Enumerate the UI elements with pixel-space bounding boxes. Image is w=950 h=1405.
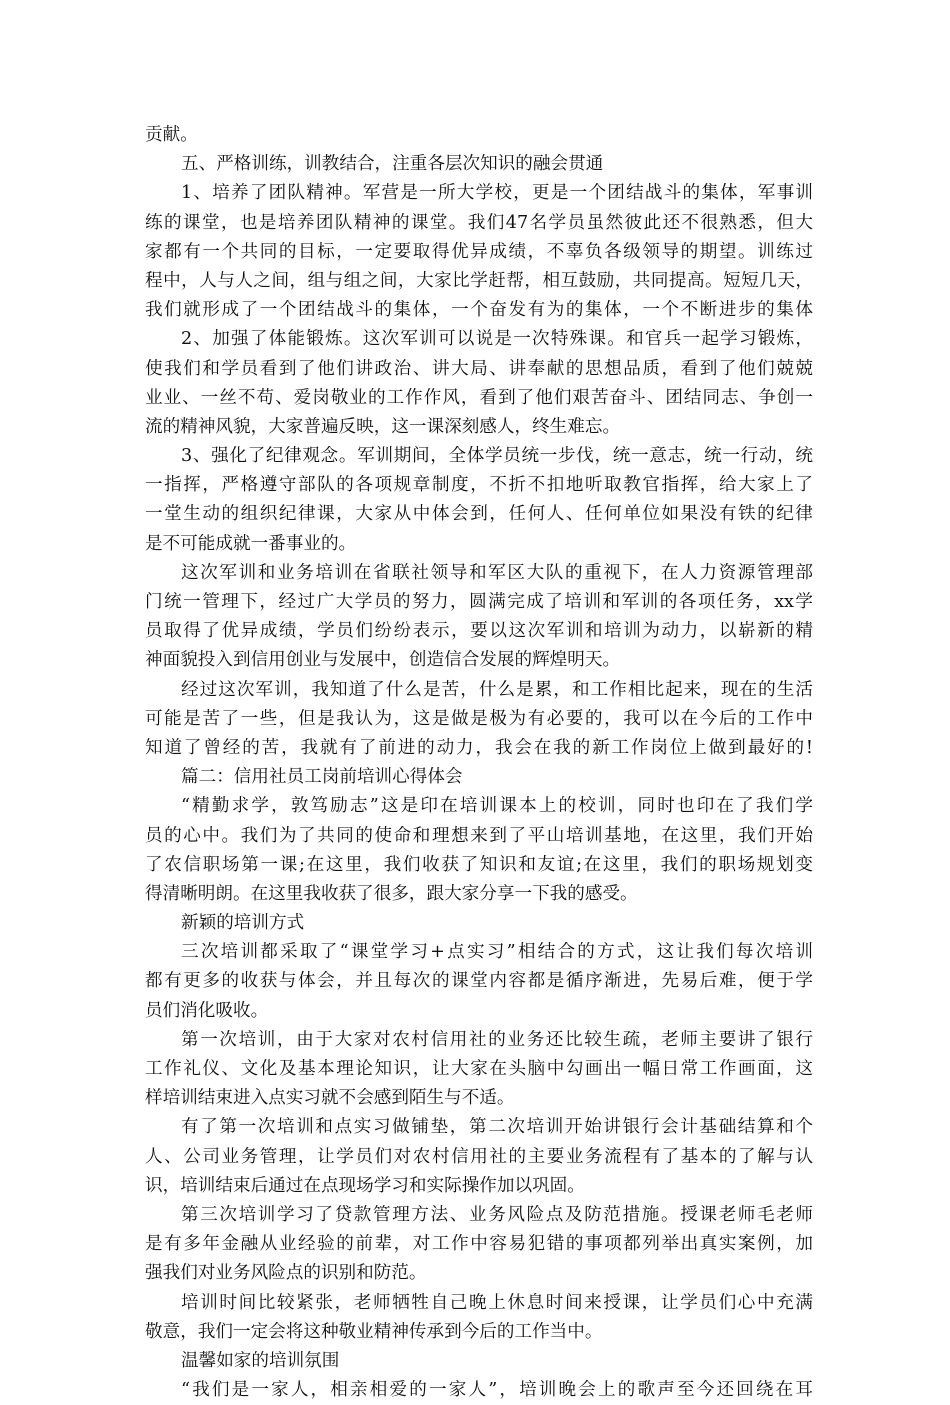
text-line: 员取得了优异成绩，学员们纷纷表示，要以这次军训和培训为动力，以崭新的精 bbox=[145, 621, 813, 642]
text-line: 家都有一个共同的目标，一定要取得优异成绩，不辜负各级领导的期望。训练过 bbox=[145, 241, 813, 262]
text-line: 样培训结束进入点实习就不会感到陌生与不适。 bbox=[145, 1088, 515, 1109]
text-line: 五、严格训练，训教结合，注重各层次知识的融会贯通 bbox=[181, 154, 604, 175]
text-line: 都有更多的收获与体会，并且每次的课堂内容都是循序渐进，先易后难，便于学 bbox=[145, 971, 813, 992]
text-line: 了农信职场第一课;在这里，我们收获了知识和友谊;在这里，我们的职场规划变 bbox=[145, 854, 813, 875]
text-line: 这次军训和业务培训在省联社领导和军区大队的重视下，在人力资源管理部 bbox=[181, 562, 813, 583]
text-line: 篇二：信用社员工岗前培训心得体会 bbox=[181, 767, 463, 788]
text-line: 工作礼仪、文化及基本理论知识，让大家在头脑中勾画出一幅日常工作画面，这 bbox=[145, 1059, 813, 1079]
text-line: “精勤求学，敦笃励志”这是印在培训课本上的校训，同时也印在了我们学 bbox=[181, 796, 813, 817]
text-line: 练的课堂，也是培养团队精神的课堂。我们47名学员虽然彼此还不很熟悉，但大 bbox=[145, 212, 813, 233]
text-line: 3、强化了纪律观念。军训期间，全体学员统一步伐，统一意志，统一行动，统 bbox=[181, 446, 813, 467]
text-line: 2、加强了体能锻炼。这次军训可以说是一次特殊课。和官兵一起学习锻炼， bbox=[181, 329, 813, 350]
text-line: 门统一管理下，经过广大学员的努力，圆满完成了培训和军训的各项任务，xx学 bbox=[145, 592, 813, 612]
text-line: 敬意，我们一定会将这种敬业精神传承到今后的工作当中。 bbox=[145, 1321, 603, 1342]
text-line: 知道了曾经的苦，我就有了前进的动力，我会在我的新工作岗位上做到最好的! bbox=[145, 737, 813, 758]
text-line: 有了第一次培训和点实习做铺垫，第二次培训开始讲银行会计基础结算和个 bbox=[181, 1117, 813, 1138]
text-line: 培训时间比较紧张，老师牺牲自己晚上休息时间来授课，让学员们心中充满 bbox=[181, 1292, 813, 1313]
text-line: 新颖的培训方式 bbox=[181, 913, 305, 934]
text-line: 人、公司业务管理，让学员们对农村信用社的主要业务流程有了基本的了解与认 bbox=[145, 1146, 813, 1167]
text-line: 流的精神风貌，大家普遍反映，这一课深刻感人，终生难忘。 bbox=[145, 416, 621, 437]
text-line: 一堂生动的组织纪律课，大家从中体会到，任何人、任何单位如果没有铁的纪律 bbox=[145, 504, 813, 525]
text-line: 强我们对业务风险点的识别和防范。 bbox=[145, 1263, 427, 1284]
text-line: 三次培训都采取了“课堂学习+点实习”相结合的方式，这让我们每次培训 bbox=[181, 942, 813, 963]
text-line: 第三次培训学习了贷款管理方法、业务风险点及防范措施。授课老师毛老师 bbox=[181, 1204, 813, 1225]
text-line: 温馨如家的培训氛围 bbox=[181, 1350, 340, 1371]
text-line: 业业、一丝不苟、爱岗敬业的工作作风，看到了他们艰苦奋斗、团结同志、争创一 bbox=[145, 387, 813, 408]
text-line: 第一次培训，由于大家对农村信用社的业务还比较生疏，老师主要讲了银行 bbox=[181, 1029, 813, 1050]
text-line: 经过这次军训，我知道了什么是苦，什么是累，和工作相比起来，现在的生活 bbox=[181, 679, 813, 700]
text-line: 我们就形成了一个团结战斗的集体，一个奋发有为的集体，一个不断进步的集体 bbox=[145, 300, 813, 321]
text-line: 识，培训结束后通过在点现场学习和实际操作加以巩固。 bbox=[145, 1175, 585, 1196]
text-line: 一指挥，严格遵守部队的各项规章制度，不折不扣地听取教官指挥，给大家上了 bbox=[145, 475, 813, 496]
text-line: 程中，人与人之间，组与组之间，大家比学赶帮，相互鼓励，共同提高。短短几天， bbox=[145, 270, 813, 291]
text-line: 可能是苦了一些，但是我认为，这是做是极为有必要的，我可以在今后的工作中 bbox=[145, 708, 813, 729]
text-line: 得清晰明朗。在这里我收获了很多，跟大家分享一下我的感受。 bbox=[145, 883, 638, 904]
document-page bbox=[145, 121, 813, 1405]
text-line: 1、培养了团队精神。军营是一所大学校，更是一个团结战斗的集体，军事训 bbox=[181, 183, 813, 204]
text-line: 是有多年金融从业经验的前辈，对工作中容易犯错的事项都列举出真实案例，加 bbox=[145, 1234, 813, 1255]
text-line: 是不可能成就一番事业的。 bbox=[145, 533, 357, 554]
text-line: “我们是一家人，相亲相爱的一家人”，培训晚会上的歌声至今还回绕在耳 bbox=[181, 1380, 813, 1401]
text-line: 员的心中。我们为了共同的使命和理想来到了平山培训基地，在这里，我们开始 bbox=[145, 825, 813, 846]
text-line: 使我们和学员看到了他们讲政治、讲大局、讲奉献的思想品质，看到了他们兢兢 bbox=[145, 358, 813, 379]
text-line: 神面貌投入到信用创业与发展中，创造信合发展的辉煌明天。 bbox=[145, 650, 621, 671]
text-line: 员们消化吸收。 bbox=[145, 1000, 269, 1021]
text-line: 贡献。 bbox=[145, 125, 198, 145]
